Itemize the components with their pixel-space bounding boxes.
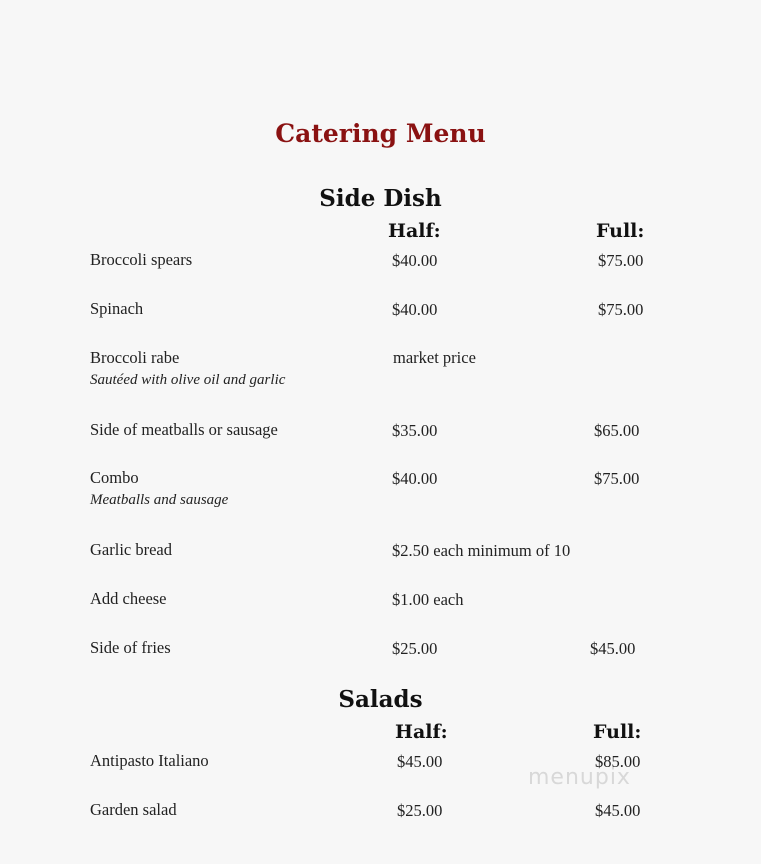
item-description: Meatballs and sausage xyxy=(90,492,229,508)
item-name: Garlic bread xyxy=(90,540,172,559)
watermark: menupix xyxy=(528,765,631,790)
item-name: Spinach xyxy=(90,299,144,318)
item-full-price: $45.00 xyxy=(590,639,636,658)
section-heading-side-dish: Side Dish xyxy=(319,185,442,212)
item-half-price: $25.00 xyxy=(397,801,443,820)
item-name: Side of fries xyxy=(90,638,171,657)
half-column-header: Half: xyxy=(388,220,441,242)
item-half-price: market price xyxy=(393,348,476,367)
item-half-price: $40.00 xyxy=(392,251,438,270)
full-column-header: Full: xyxy=(593,721,642,743)
item-name: Broccoli spears xyxy=(90,250,193,269)
item-full-price: $75.00 xyxy=(598,251,644,270)
item-half-price: $2.50 each minimum of 10 xyxy=(392,541,571,560)
item-half-price: $1.00 each xyxy=(392,590,464,609)
section-heading-salads: Salads xyxy=(338,686,423,713)
item-half-price: $40.00 xyxy=(392,469,438,488)
item-name: Add cheese xyxy=(90,589,167,608)
item-half-price: $25.00 xyxy=(392,639,438,658)
item-full-price: $75.00 xyxy=(594,469,640,488)
item-name: Broccoli rabe xyxy=(90,348,180,367)
item-half-price: $35.00 xyxy=(392,421,438,440)
item-full-price: $65.00 xyxy=(594,421,640,440)
item-half-price: $45.00 xyxy=(397,752,443,771)
item-name: Garden salad xyxy=(90,800,177,819)
item-half-price: $40.00 xyxy=(392,300,438,319)
item-name: Side of meatballs or sausage xyxy=(90,420,278,439)
item-name: Antipasto Italiano xyxy=(90,751,209,770)
menu-title: Catering Menu xyxy=(275,119,486,148)
item-full-price: $45.00 xyxy=(595,801,641,820)
full-column-header: Full: xyxy=(596,220,645,242)
item-name: Combo xyxy=(90,468,139,487)
item-full-price: $85.00 xyxy=(595,752,641,771)
item-full-price: $75.00 xyxy=(598,300,644,319)
half-column-header: Half: xyxy=(395,721,448,743)
item-description: Sautéed with olive oil and garlic xyxy=(90,372,286,388)
